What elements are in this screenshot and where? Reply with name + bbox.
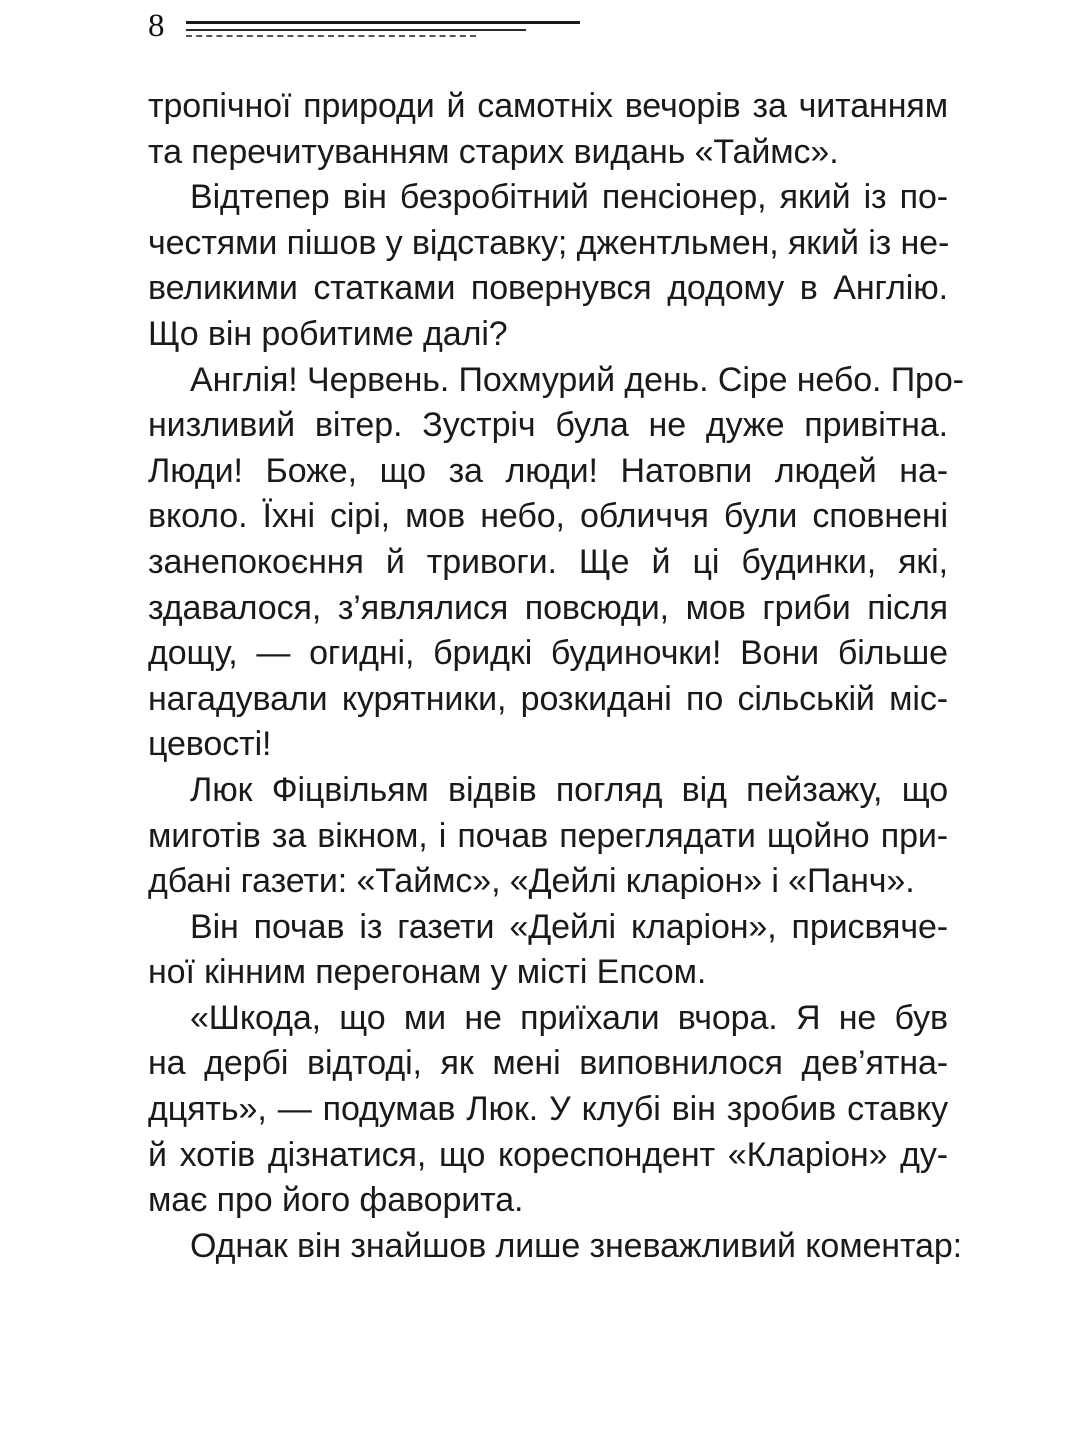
header-rule-secondary xyxy=(186,29,526,31)
text-line: «Шкода, що ми не приїхали вчора. Я не був xyxy=(190,998,948,1037)
text-line: вколо. Їхні сірі, мов небо, обличчя були сповнені xyxy=(148,497,948,536)
text-line: занепокоєння й тривоги. Ще й ці будинки, які, xyxy=(148,542,948,581)
text-line: дбані газети: «Таймс», «Дейлі кларіон» і «Панч». xyxy=(148,862,915,901)
text-line: Що він робитиме далі? xyxy=(148,314,508,353)
text-line: великими статками повернувся додому в Англію. xyxy=(148,269,948,308)
text-line: має про його фаворита. xyxy=(148,1181,524,1220)
text-line: Однак він знайшов лише зневажливий коментар: xyxy=(190,1226,963,1265)
text-line: миготів за вікном, і почав переглядати щойно при- xyxy=(148,816,948,855)
body-text xyxy=(148,84,964,1269)
page-header xyxy=(148,8,588,44)
text-line: дцять», — подумав Люк. У клубі він зробив ставку xyxy=(148,1090,948,1129)
text-line: тропічної природи й самотніх вечорів за читанням xyxy=(148,87,948,125)
text-line: здавалося, з’являлися повсюди, мов гриби після xyxy=(148,588,948,627)
text-line: й хотів дізнатися, що кореспондент «Кларіон» ду- xyxy=(148,1135,948,1174)
text-line: нагадували курятники, розкидані по сільській міс- xyxy=(148,679,948,718)
text-line: Відтепер він безробітний пенсіонер, який із по- xyxy=(190,178,948,217)
text-line: Люк Фіцвільям відвів погляд від пейзажу, що xyxy=(190,770,948,809)
text-line: честями пішов у відставку; джентльмен, який із не- xyxy=(148,223,950,262)
text-line: ної кінним перегонам у місті Епсом. xyxy=(148,953,707,992)
text-line: низливий вітер. Зустріч була не дуже привітна. xyxy=(148,406,948,445)
text-line: цевості! xyxy=(148,725,272,764)
header-rule-dashed xyxy=(186,35,476,37)
text-line: на дербі відтоді, як мені виповнилося дев’ятна- xyxy=(148,1044,948,1083)
text-line: Англія! Червень. Похмурий день. Сіре небо. Про- xyxy=(190,360,964,399)
text-line: Він почав із газети «Дейлі кларіон», присвяче- xyxy=(190,907,948,946)
text-line: дощу, — огидні, бридкі будиночки! Вони більше xyxy=(148,634,948,673)
header-rule xyxy=(186,21,580,24)
text-line: та перечитуванням старих видань «Таймс». xyxy=(148,132,839,171)
text-line: Люди! Боже, що за люди! Натовпи людей на- xyxy=(148,451,948,490)
page-number: 8 xyxy=(148,8,165,44)
